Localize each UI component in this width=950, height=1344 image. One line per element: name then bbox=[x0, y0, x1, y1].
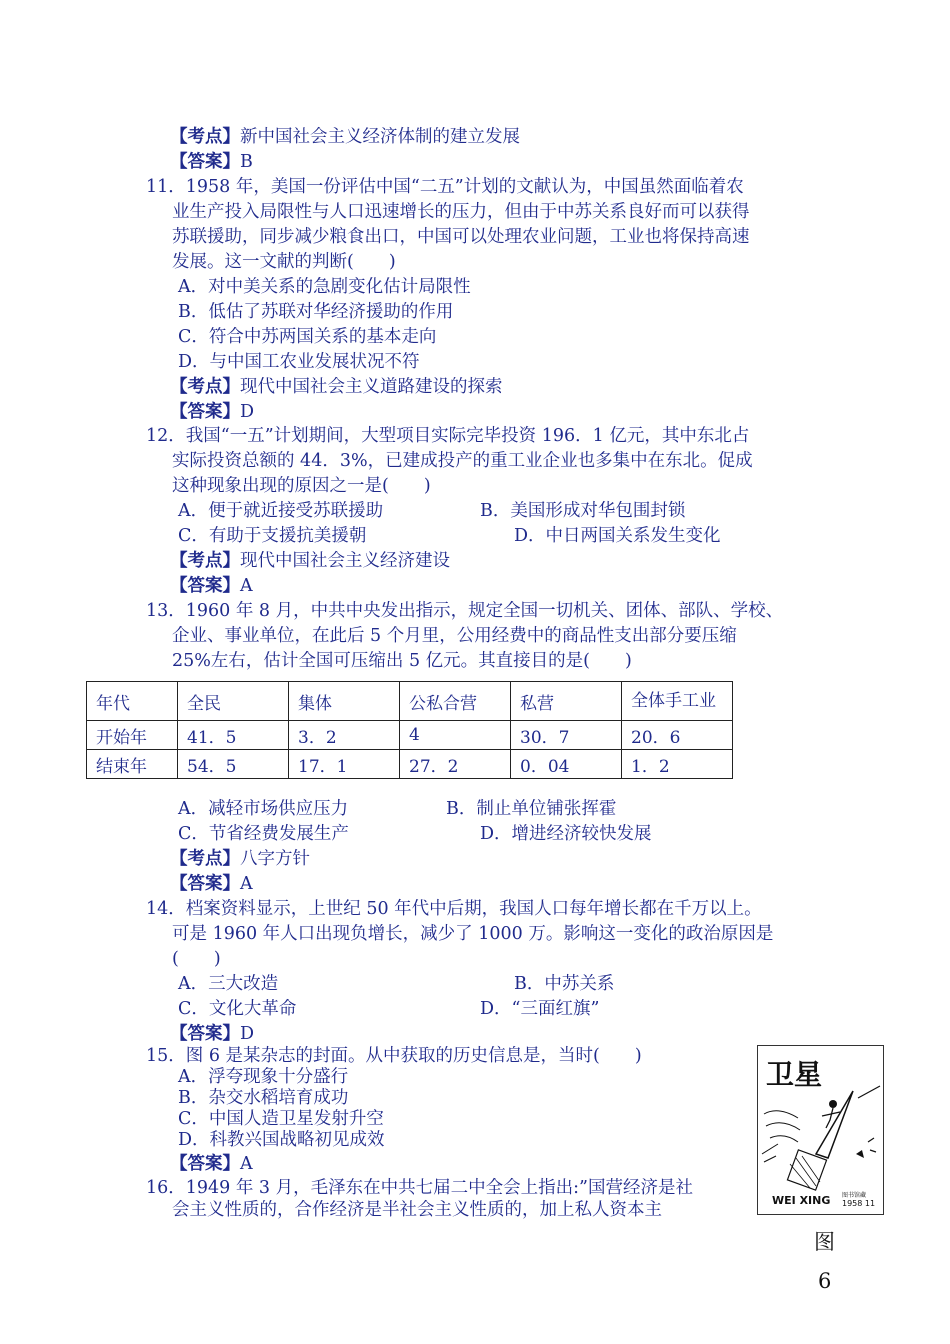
q12-line-1: 12．我国“一五”计划期间，大型项目实际完毕投资 196．1 亿元，其中东北占 bbox=[146, 426, 750, 446]
answer-tag: 【答案】 bbox=[170, 1024, 240, 1044]
answer-line-11 bbox=[170, 400, 254, 424]
table-cell: 1．2 bbox=[622, 750, 733, 779]
answer-text: D bbox=[240, 402, 255, 422]
answer-line-15 bbox=[170, 1152, 253, 1176]
q13-line-2: 企业、事业单位，在此后 5 个月里，公用经费中的商品性支出部分要压缩 bbox=[172, 626, 737, 646]
q11-line-2: 业生产投入局限性与人口迅速增长的压力，但由于中苏关系良好而可以获得 bbox=[172, 202, 750, 222]
figure-head-icon bbox=[829, 1100, 837, 1108]
q12-option-d: D．中日两国关系发生变化 bbox=[514, 526, 721, 546]
figure-label-number: 6 bbox=[818, 1269, 832, 1293]
cover-latin-title: WEI XING bbox=[772, 1194, 831, 1207]
table-cell: 54．5 bbox=[178, 750, 289, 779]
q14-option-b: B．中苏关系 bbox=[514, 974, 615, 994]
q14-line-1: 14．档案资料显示，上世纪 50 年代中后期，我国人口每年增长都在千万以上。 bbox=[146, 899, 762, 919]
answer-tag: 【答案】 bbox=[170, 1154, 240, 1174]
table-row bbox=[87, 721, 733, 750]
q11-option-c: C．符合中苏两国关系的基本走向 bbox=[178, 327, 437, 347]
q13-option-c: C．节省经费发展生产 bbox=[178, 824, 349, 844]
answer-text: A bbox=[240, 1154, 253, 1174]
q13-option-b: B．制止单位铺张挥霍 bbox=[446, 799, 617, 819]
tool-icon bbox=[868, 1138, 876, 1152]
table-cell: 27．2 bbox=[400, 750, 511, 779]
ownership-table bbox=[86, 681, 733, 779]
debris-icon bbox=[856, 1150, 864, 1158]
q13-line-1: 13．1960 年 8 月，中共中央发出指示，规定全国一切机关、团体、部队、学校、 bbox=[146, 601, 784, 621]
table-header-cell: 全体手工业 bbox=[622, 682, 733, 721]
answer-tag: 【答案】 bbox=[170, 402, 240, 422]
q14-line-3: ( ) bbox=[172, 949, 221, 969]
q15-option-a: A．浮夸现象十分盛行 bbox=[178, 1067, 349, 1087]
answer-line-12 bbox=[170, 574, 253, 598]
kaodian-text: 八字方针 bbox=[240, 849, 310, 869]
q13-option-a: A．减轻市场供应压力 bbox=[178, 799, 349, 819]
table-header-cell: 集体 bbox=[289, 682, 400, 721]
kaodian-text: 新中国社会主义经济体制的建立发展 bbox=[240, 127, 520, 147]
q11-line-4: 发展。这一文献的判断( ) bbox=[172, 252, 396, 272]
table-header-cell: 年代 bbox=[87, 682, 178, 721]
table-header-row bbox=[87, 682, 733, 721]
speed-lines bbox=[762, 1144, 778, 1162]
table-cell: 20．6 bbox=[622, 721, 733, 750]
q11-option-a: A．对中美关系的急剧变化估计局限性 bbox=[178, 277, 471, 297]
kaodian-line-10 bbox=[170, 125, 520, 149]
q15-line-1: 15．图 6 是某杂志的封面。从中获取的历史信息是，当时( ) bbox=[146, 1046, 642, 1066]
kaodian-tag: 【考点】 bbox=[170, 849, 240, 869]
table-cell: 41．5 bbox=[178, 721, 289, 750]
q15-option-b: B．杂交水稻培育成功 bbox=[178, 1088, 349, 1108]
kaodian-tag: 【考点】 bbox=[170, 127, 240, 147]
wind-lines bbox=[764, 1111, 800, 1142]
answer-tag: 【答案】 bbox=[170, 576, 240, 596]
q11-line-3: 苏联援助，同步减少粮食出口，中国可以处理农业问题，工业也将保持高速 bbox=[172, 227, 750, 247]
q14-option-c: C．文化大革命 bbox=[178, 999, 297, 1019]
q13-line-3: 25%左右，估计全国可压缩出 5 亿元。其直接目的是( ) bbox=[172, 651, 632, 671]
kaodian-text: 现代中国社会主义经济建设 bbox=[240, 551, 450, 571]
q11-option-b: B．低估了苏联对华经济援助的作用 bbox=[178, 302, 454, 322]
answer-tag: 【答案】 bbox=[170, 874, 240, 894]
table-header-cell: 私营 bbox=[511, 682, 622, 721]
table-row bbox=[87, 750, 733, 779]
q11-line-1: 11．1958 年，美国一份评估中国“二五”计划的文献认为，中国虽然面临着农 bbox=[146, 177, 744, 197]
answer-text: A bbox=[240, 576, 253, 596]
table-cell: 0．04 bbox=[511, 750, 622, 779]
q14-line-2: 可是 1960 年人口出现负增长，减少了 1000 万。影响这一变化的政治原因是 bbox=[172, 924, 774, 944]
q15-option-c: C．中国人造卫星发射升空 bbox=[178, 1109, 384, 1129]
table-cell: 30．7 bbox=[511, 721, 622, 750]
kaodian-line-12 bbox=[170, 549, 450, 573]
answer-text: A bbox=[240, 874, 253, 894]
answer-line-10 bbox=[170, 150, 253, 174]
q12-line-2: 实际投资总额的 44．3%，已建成投产的重工业企业也多集中在东北。促成 bbox=[172, 451, 753, 471]
q12-option-c: C．有助于支援抗美援朝 bbox=[178, 526, 367, 546]
cover-stamp-line-2: 1958 11 bbox=[842, 1199, 876, 1208]
magazine-cover-figure bbox=[757, 1045, 884, 1215]
table-cell: 开始年 bbox=[87, 721, 178, 750]
q12-line-3: 这种现象出现的原因之一是( ) bbox=[172, 476, 431, 496]
table-cell: 结束年 bbox=[87, 750, 178, 779]
answer-line-13 bbox=[170, 872, 253, 896]
q15-option-d: D．科教兴国战略初见成效 bbox=[178, 1130, 385, 1150]
table-cell: 4 bbox=[400, 721, 511, 750]
q16-line-2: 会主义性质的，合作经济是半社会主义性质的，加上私人资本主 bbox=[172, 1200, 662, 1220]
cover-title: 卫星 bbox=[766, 1058, 823, 1091]
table-cell: 3．2 bbox=[289, 721, 400, 750]
kaodian-tag: 【考点】 bbox=[170, 551, 240, 571]
q12-option-a: A．便于就近接受苏联援助 bbox=[178, 501, 384, 521]
q11-option-d: D．与中国工农业发展状况不符 bbox=[178, 352, 420, 372]
satellite-illustration bbox=[758, 1046, 883, 1214]
q12-option-b: B．美国形成对华包围封锁 bbox=[480, 501, 686, 521]
cover-stamp-line-1: 图书馆藏 bbox=[842, 1192, 867, 1199]
q14-option-a: A．三大改造 bbox=[178, 974, 279, 994]
kaodian-line-11 bbox=[170, 375, 503, 399]
kaodian-tag: 【考点】 bbox=[170, 377, 240, 397]
q13-option-d: D．增进经济较快发展 bbox=[480, 824, 652, 844]
answer-tag: 【答案】 bbox=[170, 152, 240, 172]
answer-text: D bbox=[240, 1024, 255, 1044]
table-cell: 17．1 bbox=[289, 750, 400, 779]
q16-line-1: 16．1949 年 3 月，毛泽东在中共七届二中全会上指出:”国营经济是社 bbox=[146, 1178, 693, 1198]
figure-label-char: 图 bbox=[814, 1230, 835, 1254]
kaodian-text: 现代中国社会主义道路建设的探索 bbox=[240, 377, 503, 397]
answer-text: B bbox=[240, 152, 253, 172]
table-header-cell: 公私合营 bbox=[400, 682, 511, 721]
table-header-cell: 全民 bbox=[178, 682, 289, 721]
kaodian-line-13 bbox=[170, 847, 310, 871]
rocket-tip bbox=[858, 1086, 880, 1098]
answer-line-14 bbox=[170, 1022, 254, 1046]
q14-option-d: D．“三面红旗” bbox=[480, 999, 600, 1019]
